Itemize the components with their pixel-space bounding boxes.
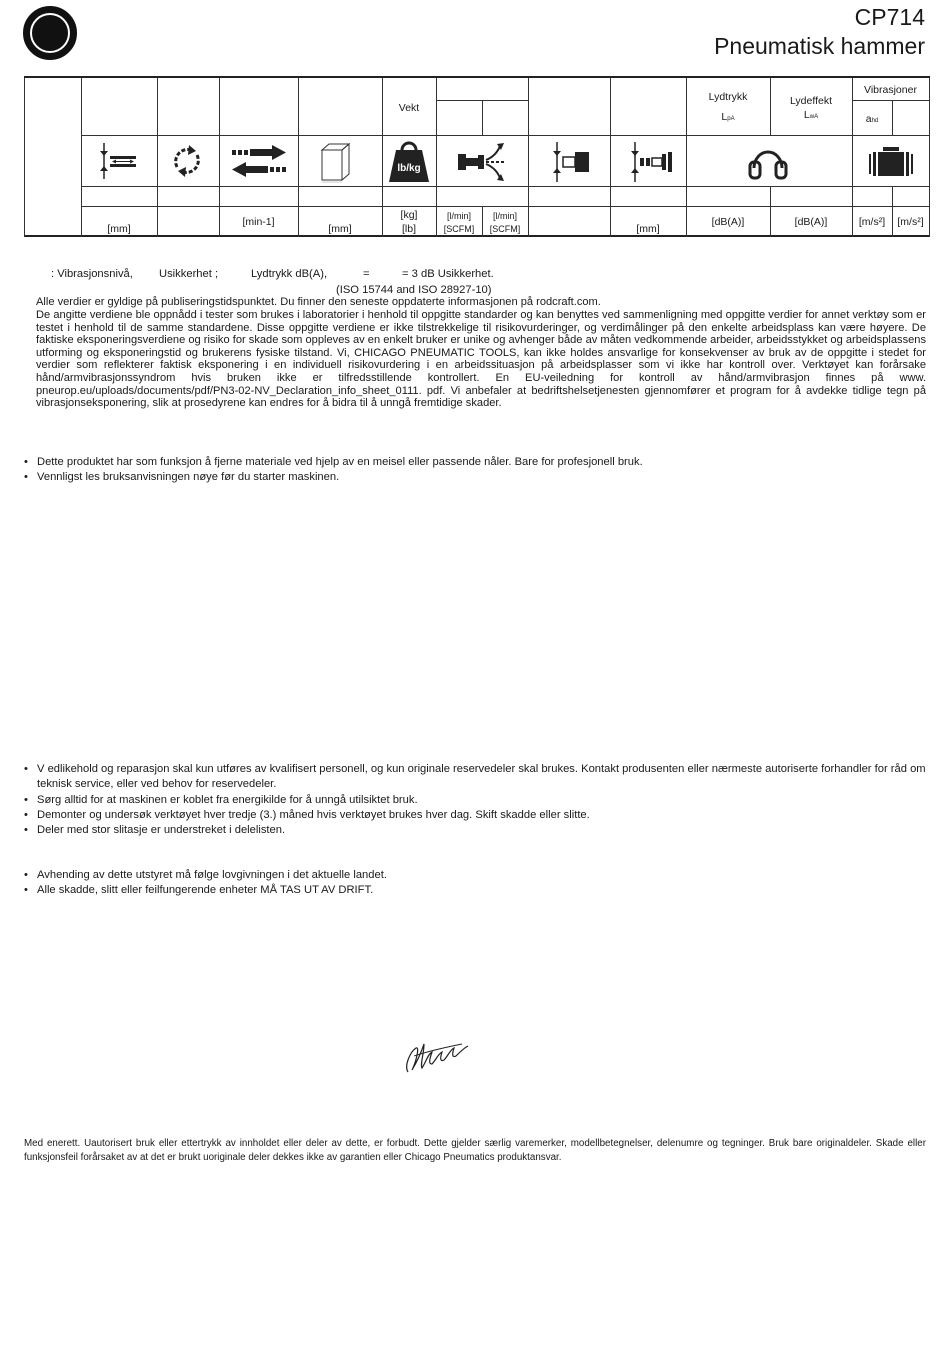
- list-item: • Alle skadde, slitt eller feilfungerende enheter MÅ TAS UT AV DRIFT.: [24, 883, 928, 898]
- sound-pressure-symbol: LpA: [721, 111, 735, 123]
- unit-sound-power: [dB(A)]: [794, 216, 828, 228]
- spec-table: [24, 76, 930, 237]
- unit-weight-lb: [lb]: [401, 223, 416, 235]
- legend-vibration: : Vibrasjonsnivå,: [51, 268, 133, 280]
- unit-weight-kg: [kg]: [400, 209, 418, 221]
- air-consumption-icon: [456, 140, 510, 184]
- legend-sound-uncertainty: = 3 dB Usikkerhet.: [402, 268, 494, 280]
- model-number: CP714: [854, 4, 925, 30]
- unit-air-scfm-1: [SCFM]: [443, 224, 475, 234]
- validity-text: Alle verdier er gyldige på publiseringstidspunktet. Du finner den seneste oppdaterte informasjonen på rodcraft.com.: [36, 296, 601, 308]
- unit-air-lmin-1: [l/min]: [446, 211, 471, 221]
- weight-header: Vekt: [398, 102, 420, 114]
- vibration-header: Vibrasjoner: [864, 84, 917, 96]
- air-inlet-icon: [550, 140, 594, 184]
- blows-per-minute-icon: [230, 144, 288, 178]
- legend-equals: =: [363, 268, 370, 280]
- maintenance-list: [24, 762, 928, 838]
- list-item: • V edlikehold og reparasjon skal kun utføres av kvalifisert personell, og kun originale reservedeler skal brukes. Kontakt produsenten eller nærmeste autoriserte forhandler for råd om teknisk service, eller ved behov for reservedeler.: [24, 762, 928, 793]
- disclaimer-text: De angitte verdiene ble oppnådd i tester som brukes i laboratorier i henhold til oppgitte standarder og kan benyttes ved sammenligning med oppgitte verdier for annet verktøy som er testet i henhold til de samme standardene. Disse oppgitte verdiene er ikke tilstrekkelige til risikovurderinger, og verdimålinger på den enkelte arbeidsplass kan være høyere. De faktiske eksponeringsverdiene og risiko for skade som oppleves av en enkelt bruker er unike og avhenger både av måten vedkommende arbeider, arbeidsstykket og arbeidsplassens utforming og eksponeringstid og brukerens fysiske tilstand. Vi, CHICAGO PNEUMATIC TOOLS, kan ikke holdes ansvarlige for konsekvenser av bruk av de oppgitte i stedet for verdier som reflekterer faktisk eksponering i en individuell risikovurdering i en arbeidssituasjon på arbeidsplasser som vi ikke har kontroll over. Verktøyet kan forårsake hånd/armvibrasjonssyndrom hvis bruken ikke er tilfredsstillende kontrollert. En EU-veiledning for kontroll av hånd/armvibrasjon finnes på www. pneurop.eu/uploads/documents/pdf/PN3-02-NV_Declaration_info_sheet_0111. pdf. Vi anbefaler at bedriftshelsetjenesten gjennomfører et program for å avdekke tidlige tegn på vibrasjonseksponering, slik at prosedyrene kan endres for å bidra til å unngå fremtidige skader.: [36, 309, 926, 410]
- vibration-symbol: ahd: [865, 113, 879, 125]
- unit-vibration-2: [m/s²]: [897, 216, 924, 228]
- hose-size-icon: [628, 140, 674, 184]
- unit-chisel-size: [mm]: [107, 223, 131, 235]
- legend-uncertainty: Usikkerhet ;: [159, 268, 219, 280]
- ear-protection-icon: [748, 142, 788, 182]
- iso-reference: (ISO 15744 and ISO 28927-10): [336, 284, 492, 296]
- unit-sound-pressure: [dB(A)]: [711, 216, 745, 228]
- product-name: Pneumatisk hammer: [714, 33, 925, 59]
- unit-blows: [min-1]: [242, 216, 275, 228]
- dimensions-box-icon: [318, 140, 354, 184]
- unit-air-scfm-2: [SCFM]: [489, 224, 521, 234]
- signature: [402, 1036, 472, 1078]
- unit-hose-size: [mm]: [636, 223, 660, 235]
- list-item: • Deler med stor slitasje er understreket i delelisten.: [24, 823, 928, 838]
- chisel-shank-size-icon: [98, 141, 142, 181]
- unit-vibration-1: [m/s²]: [858, 216, 886, 228]
- sound-power-header: Lydeffekt: [789, 95, 833, 107]
- unit-air-lmin-2: [l/min]: [492, 211, 517, 221]
- usage-list: [24, 455, 928, 486]
- list-item: • Sørg alltid for at maskinen er koblet fra energikilde for å unngå utilsiktet bruk.: [24, 793, 928, 808]
- rotation-icon: [169, 143, 205, 179]
- sound-power-symbol: LwA: [803, 109, 819, 121]
- list-item: • Avhending av dette utstyret må følge lovgivningen i det aktuelle landet.: [24, 868, 928, 883]
- list-item: • Demonter og undersøk verktøyet hver tredje (3.) måned hvis verktøyet brukes hver dag. Skift skadde eller slitte.: [24, 808, 928, 823]
- unit-dimensions: [mm]: [328, 223, 352, 235]
- vibration-icon: [867, 142, 915, 182]
- sound-pressure-header: Lydtrykk: [708, 91, 748, 103]
- legend-sound: Lydtrykk dB(A),: [251, 268, 328, 280]
- brand-logo: [23, 6, 77, 60]
- list-item: • Dette produktet har som funksjon å fjerne materiale ved hjelp av en meisel eller passende nåler. Bare for profesjonell bruk.: [24, 455, 928, 470]
- list-item: • Vennligst les bruksanvisningen nøye før du starter maskinen.: [24, 470, 928, 485]
- weight-icon: [386, 140, 432, 184]
- copyright-footer: Med enerett. Uautorisert bruk eller ettertrykk av innholdet eller deler av dette, er forbudt. Dette gjelder særlig varemerker, modellbetegnelser, delenumre og tegninger. Bruk bare originaldeler. Skade eller funksjonsfeil forårsaket av at det er brukt uoriginale deler dekkes ikke av garantien eller Chicago Pneumatics produktansvar.: [24, 1138, 926, 1163]
- disposal-list: [24, 868, 928, 899]
- svg-text:lb/kg: lb/kg: [397, 163, 421, 174]
